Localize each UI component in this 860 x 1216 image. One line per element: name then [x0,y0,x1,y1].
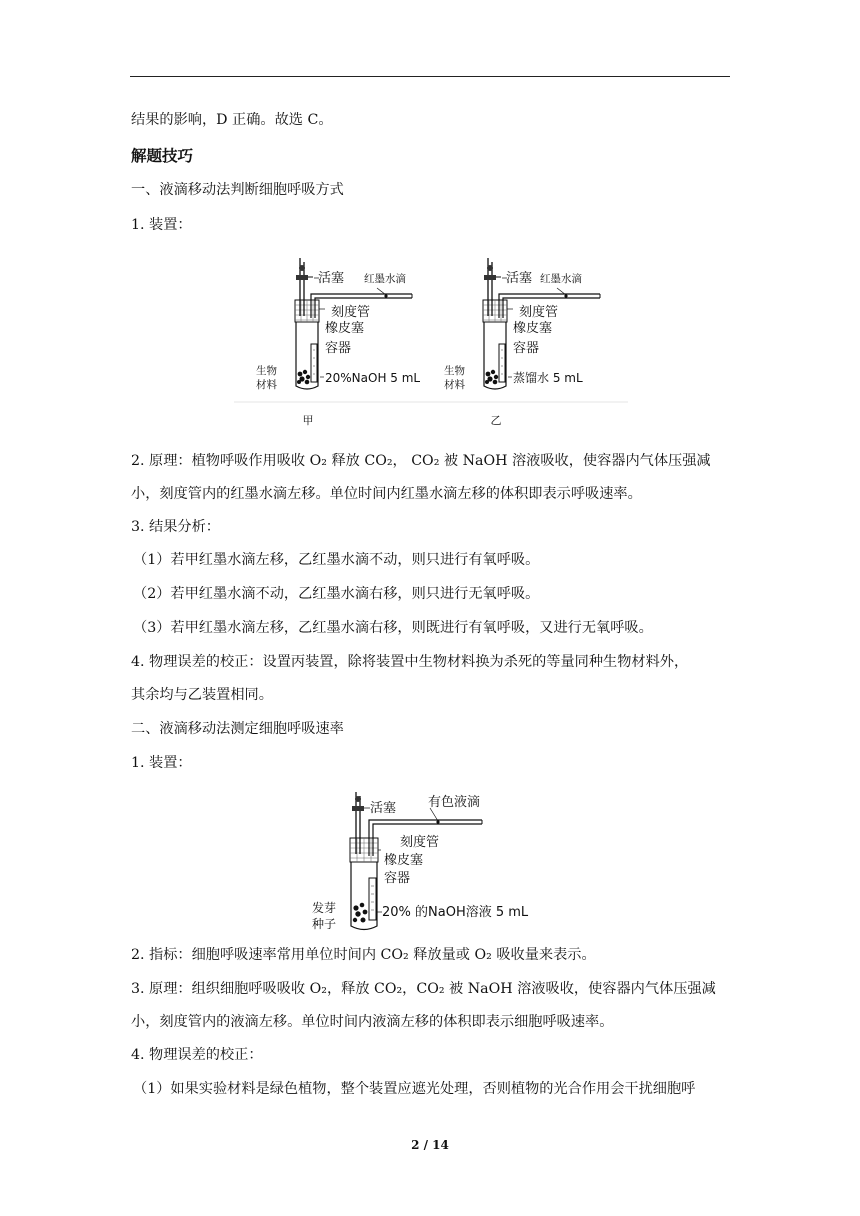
text-line-case-2: （2）若甲红墨水滴不动，乙红墨水滴右移，则只进行无氧呼吸。 [133,586,540,602]
label-tube-jia: 刻度管 [331,305,371,320]
text-line-correction-b: 其余均与乙装置相同。 [131,687,273,703]
text-line-principle-b: 小，刻度管内的红墨水滴左移。单位时间内红墨水滴左移的体积即表示呼吸速率。 [131,486,642,502]
label-drop-yi: 红墨水滴 [540,273,582,285]
subheading-1: 一、液滴移动法判断细胞呼吸方式 [131,182,344,198]
label-solution-yi: 蒸馏水 5 mL [513,371,583,385]
label-container-yi: 容器 [513,341,540,356]
text-line-principle2-b: 小，刻度管内的液滴左移。单位时间内液滴左移的体积即表示细胞呼吸速率。 [131,1014,614,1030]
label-material-yi: 生物 [444,365,465,377]
label-container: 容器 [384,871,411,886]
section-heading: 解题技巧 [131,147,194,165]
valve-handle [355,796,361,802]
page-number: 2 / 14 [411,1138,449,1152]
label-material2-yi: 材料 [444,379,465,391]
text-line-case-1: （1）若甲红墨水滴左移，乙红墨水滴不动，则只进行有氧呼吸。 [133,552,540,568]
label-material2-jia: 材料 [256,379,277,391]
label-tube: 刻度管 [400,835,440,850]
figure-apparatus-rate [310,786,560,936]
label-solution-jia: 20%NaOH 5 mL [325,371,421,385]
valve-handle-yi [487,265,493,271]
label-solution: 20% 的NaOH溶液 5 mL [382,905,529,920]
text-line-1: 结果的影响，D 正确。故选 C。 [131,112,333,128]
figure-apparatus-jia-yi [228,258,633,430]
text-line-correction2-case-1: （1）如果实验材料是绿色植物，整个装置应遮光处理，否则植物的光合作用会干扰细胞呼 [133,1081,696,1097]
germinating-seeds [353,903,368,923]
label-stopper-jia: 橡皮塞 [325,321,365,336]
subheading-2: 二、液滴移动法测定细胞呼吸速率 [131,721,344,737]
label-drop-jia: 红墨水滴 [364,273,406,285]
text-line-principle2-a: 3. 原理：组织细胞呼吸吸收 O₂，释放 CO₂，CO₂ 被 NaOH 溶液吸收，使容器内气体压强减 [131,981,716,997]
label-material-jia: 生物 [256,365,277,377]
label-stopper: 橡皮塞 [384,853,424,868]
label-tube-yi: 刻度管 [519,305,559,320]
header-rule [130,76,730,77]
text-line-indicator: 2. 指标：细胞呼吸速率常用单位时间内 CO₂ 释放量或 O₂ 吸收量来表示。 [131,947,596,963]
text-line-analysis: 3. 结果分析： [131,519,220,535]
text-line-device-1: 1. 装置： [131,217,192,233]
solution-cup [369,878,376,920]
text-line-principle-a: 2. 原理：植物呼吸作用吸收 O₂ 释放 CO₂， CO₂ 被 NaOH 溶液吸收，使容器内气体压强减 [131,453,711,469]
text-line-correction2: 4. 物理误差的校正： [131,1047,263,1063]
label-container-jia: 容器 [325,341,352,356]
caption-yi: 乙 [490,414,502,427]
label-stopper-yi: 橡皮塞 [513,321,553,336]
valve-handle-jia [299,265,305,271]
label-seed: 发芽 [312,901,337,915]
label-drop: 有色液滴 [428,795,481,810]
label-seed2: 种子 [312,917,337,931]
text-line-correction-a: 4. 物理误差的校正：设置丙装置，除将装置中生物材料换为杀死的等量同种生物材料外， [131,654,689,670]
caption-jia: 甲 [302,414,314,427]
label-valve: 活塞 [370,801,397,816]
bio-material-yi [485,370,498,385]
text-line-device-2: 1. 装置： [131,755,192,771]
label-valve-yi: 活塞 [506,271,533,286]
bio-material-jia [297,370,310,385]
label-valve-jia: 活塞 [318,271,345,286]
text-line-case-3: （3）若甲红墨水滴左移，乙红墨水滴右移，则既进行有氧呼吸，又进行无氧呼吸。 [133,620,653,636]
